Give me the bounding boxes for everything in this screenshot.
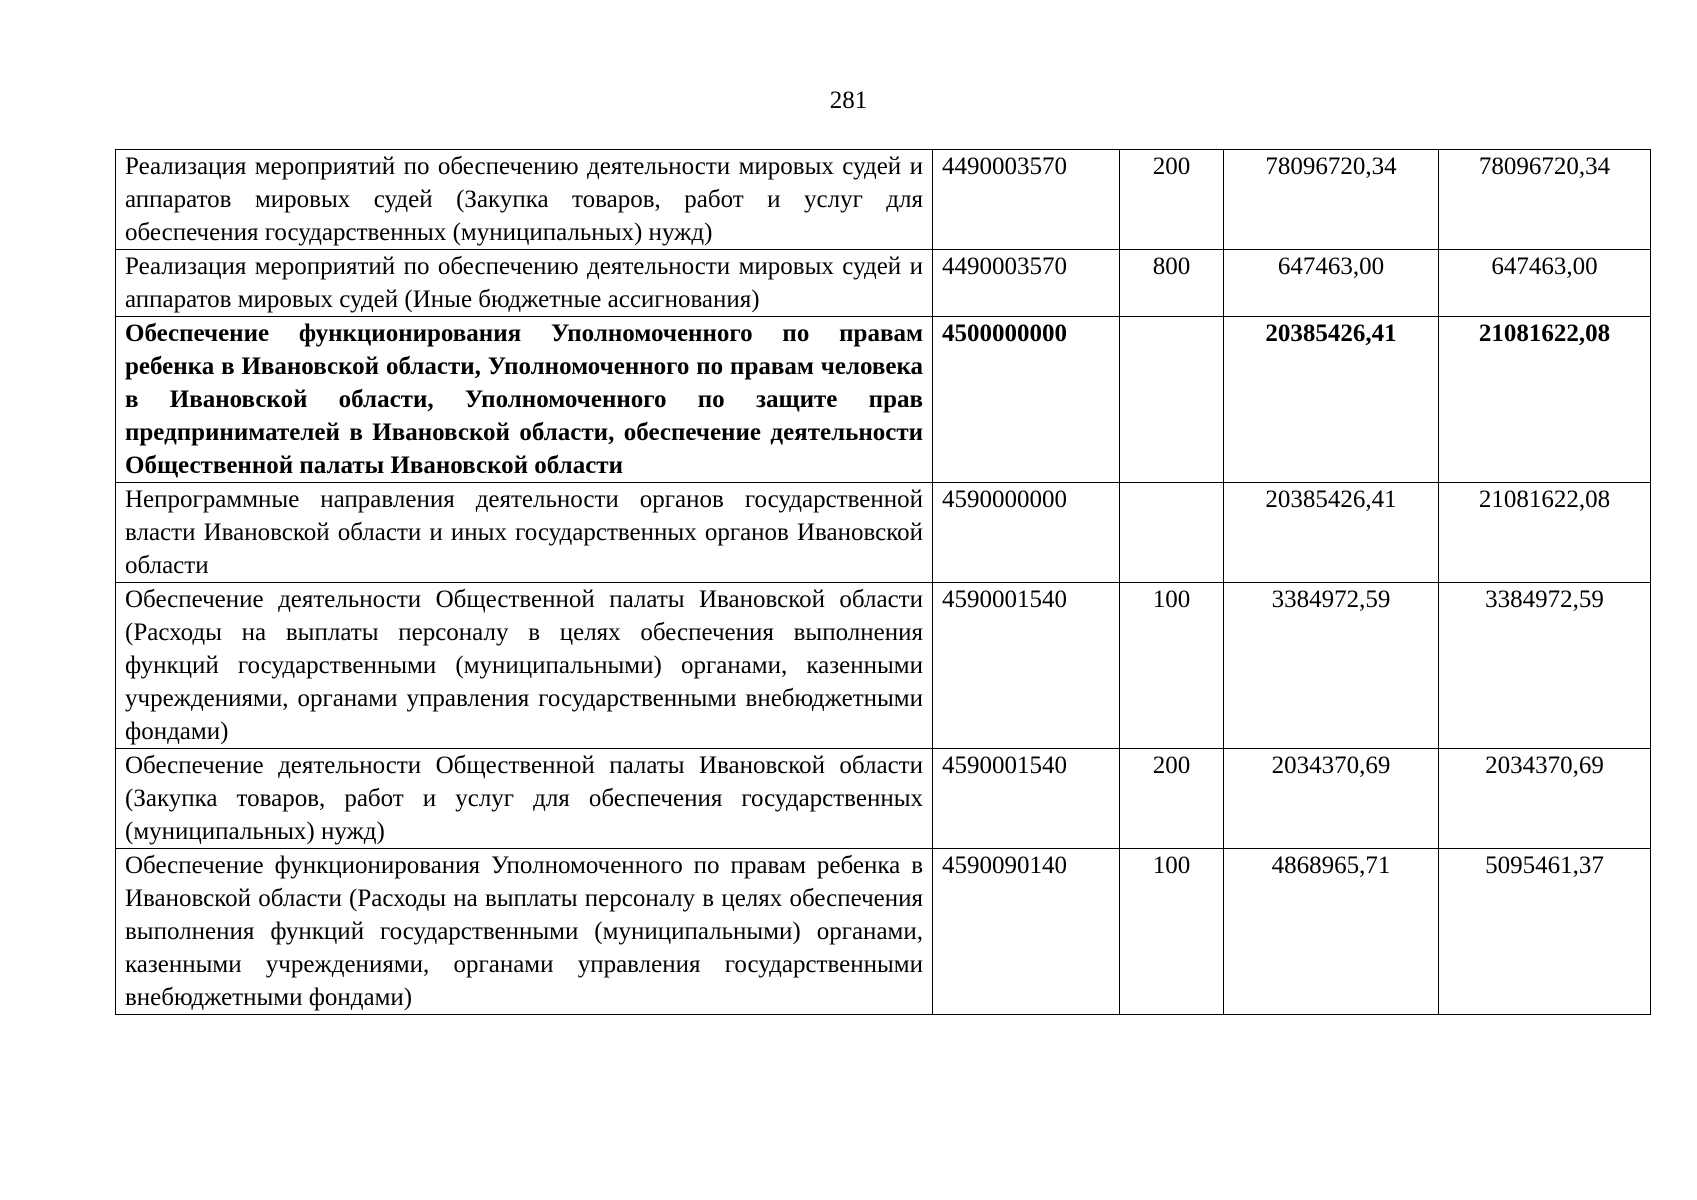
row-description: Обеспечение функционирования Уполномоченного по правам ребенка в Ивановской области, Уполномоченного по правам человека в Ивановской области, Уполномоченного по защите прав предпринимателей в Ивановской области, обеспечение деятельности Общественной палаты Ивановской области — [116, 317, 933, 483]
row-amount-1: 20385426,41 — [1224, 483, 1439, 583]
row-amount-1: 20385426,41 — [1224, 317, 1439, 483]
row-expense-type: 200 — [1120, 749, 1224, 849]
page-number: 281 — [829, 87, 868, 114]
row-description: Обеспечение деятельности Общественной палаты Ивановской области (Расходы на выплаты персоналу в целях обеспечения выполнения функций государственными (муниципальными) органами, казенными учреждениями, органами управления государственными внебюджетными фондами) — [116, 583, 933, 749]
row-amount-2: 78096720,34 — [1439, 150, 1651, 250]
row-expense-type: 200 — [1120, 150, 1224, 250]
row-code: 4590001540 — [933, 749, 1120, 849]
row-amount-2: 5095461,37 — [1439, 849, 1651, 1015]
row-expense-type: 100 — [1120, 583, 1224, 749]
row-description: Реализация мероприятий по обеспечению деятельности мировых судей и аппаратов мировых судей (Иные бюджетные ассигнования) — [116, 250, 933, 317]
row-code: 4490003570 — [933, 250, 1120, 317]
row-amount-2: 647463,00 — [1439, 250, 1651, 317]
table-row — [116, 749, 1651, 849]
table-row — [116, 150, 1651, 250]
budget-table — [115, 149, 1651, 1015]
row-expense-type — [1120, 317, 1224, 483]
row-description: Обеспечение деятельности Общественной палаты Ивановской области (Закупка товаров, работ и услуг для обеспечения государственных (муниципальных) нужд) — [116, 749, 933, 849]
row-description: Обеспечение функционирования Уполномоченного по правам ребенка в Ивановской области (Расходы на выплаты персоналу в целях обеспечения выполнения функций государственными (муниципальными) органами, казенными учреждениями, органами управления государственными внебюджетными фондами) — [116, 849, 933, 1015]
row-expense-type: 100 — [1120, 849, 1224, 1015]
row-description: Реализация мероприятий по обеспечению деятельности мировых судей и аппаратов мировых судей (Закупка товаров, работ и услуг для обеспечения государственных (муниципальных) нужд) — [116, 150, 933, 250]
row-amount-2: 2034370,69 — [1439, 749, 1651, 849]
row-expense-type — [1120, 483, 1224, 583]
table-row — [116, 250, 1651, 317]
row-code: 4490003570 — [933, 150, 1120, 250]
row-amount-1: 4868965,71 — [1224, 849, 1439, 1015]
table-row — [116, 317, 1651, 483]
table-row — [116, 583, 1651, 749]
row-amount-1: 2034370,69 — [1224, 749, 1439, 849]
row-amount-1: 647463,00 — [1224, 250, 1439, 317]
row-code: 4590090140 — [933, 849, 1120, 1015]
row-code: 4500000000 — [933, 317, 1120, 483]
row-amount-2: 3384972,59 — [1439, 583, 1651, 749]
row-amount-2: 21081622,08 — [1439, 483, 1651, 583]
row-amount-2: 21081622,08 — [1439, 317, 1651, 483]
table-body — [116, 150, 1651, 1015]
row-description: Непрограммные направления деятельности органов государственной власти Ивановской области и иных государственных органов Ивановской области — [116, 483, 933, 583]
table-row — [116, 849, 1651, 1015]
row-amount-1: 3384972,59 — [1224, 583, 1439, 749]
row-expense-type: 800 — [1120, 250, 1224, 317]
row-code: 4590000000 — [933, 483, 1120, 583]
row-amount-1: 78096720,34 — [1224, 150, 1439, 250]
row-code: 4590001540 — [933, 583, 1120, 749]
table-row — [116, 483, 1651, 583]
